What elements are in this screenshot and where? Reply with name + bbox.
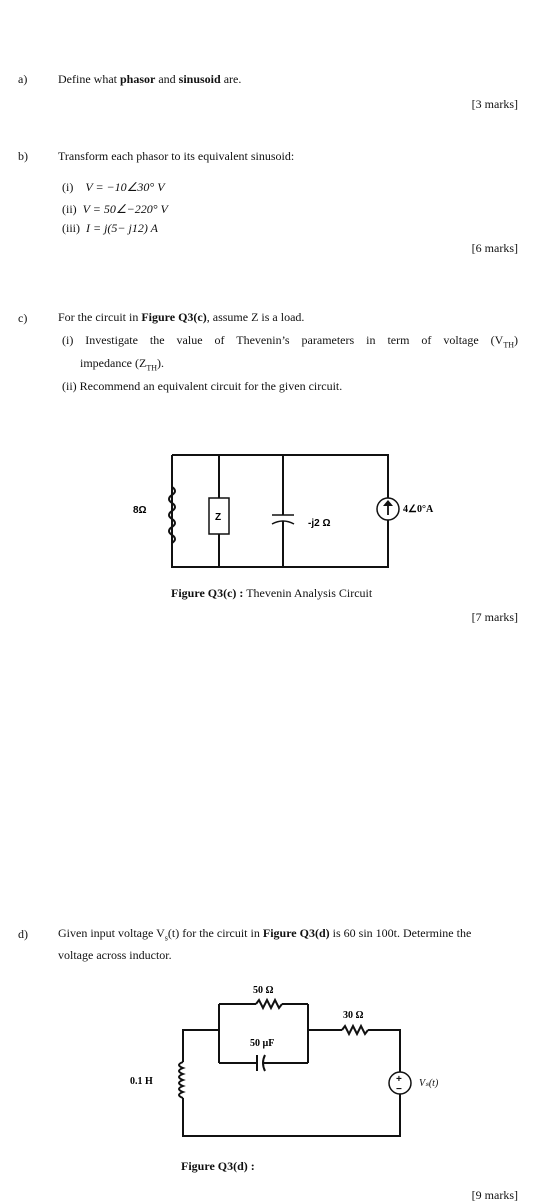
question-c-label: c) xyxy=(18,311,28,325)
resistor-50ohm-label: 50 Ω xyxy=(253,985,274,996)
figure-q3c-caption: Figure Q3(c) : Thevenin Analysis Circuit xyxy=(171,586,373,600)
inductor-label: 0.1 H xyxy=(130,1076,153,1087)
question-c-item-2: (ii) Recommend an equivalent circuit for the given circuit. xyxy=(62,379,343,393)
capacitor-50uf-label: 50 µF xyxy=(250,1038,275,1049)
svg-text:+: + xyxy=(396,1074,402,1085)
resistor-8ohm-label: 8Ω xyxy=(133,505,147,516)
question-b-text: Transform each phasor to its equivalent sinusoid: xyxy=(58,149,295,163)
capacitor-label: -j2 Ω xyxy=(308,518,331,529)
question-c-text: For the circuit in Figure Q3(c), assume Z is a load. xyxy=(58,310,305,324)
question-d-text-line-2: voltage across inductor. xyxy=(58,948,172,962)
question-b-label: b) xyxy=(18,149,28,163)
question-d-text-line-1: Given input voltage $V_s(t)$ for the circuit in Figure Q3(d) is 60 sin 100t. Determine the xyxy=(58,926,472,943)
svg-text:−: − xyxy=(396,1084,402,1095)
question-c-item-1-line-1: (i) Investigate the value of Thevenin’s parameters in term of voltage $(V_{TH})$ xyxy=(62,333,518,350)
question-d-label: d) xyxy=(18,927,28,941)
load-z-label: Z xyxy=(215,512,222,523)
question-b-item-3: (iii) I = j(5− j12) A xyxy=(62,221,158,235)
question-c-marks: [7 marks] xyxy=(471,610,518,624)
question-b-marks: [6 marks] xyxy=(471,241,518,255)
resistor-30ohm-label: 30 Ω xyxy=(343,1010,364,1021)
question-b-item-1: (i) V = −10∠30° V xyxy=(62,180,165,194)
current-source-label: 4∠0°A xyxy=(403,504,434,515)
question-d-marks: [9 marks] xyxy=(471,1188,518,1202)
question-a-label: a) xyxy=(18,72,28,86)
question-a-marks: [3 marks] xyxy=(471,97,518,111)
voltage-source-label: Vₛ(t) xyxy=(419,1078,439,1089)
question-c-item-1-line-2: impedance $(Z_{TH})$. xyxy=(80,356,164,373)
question-a-text: Define what phasor and sinusoid are. xyxy=(58,72,242,86)
question-b-item-2: (ii) V = 50∠−220° V xyxy=(62,202,168,216)
figure-q3d-caption: Figure Q3(d) : xyxy=(181,1159,255,1173)
